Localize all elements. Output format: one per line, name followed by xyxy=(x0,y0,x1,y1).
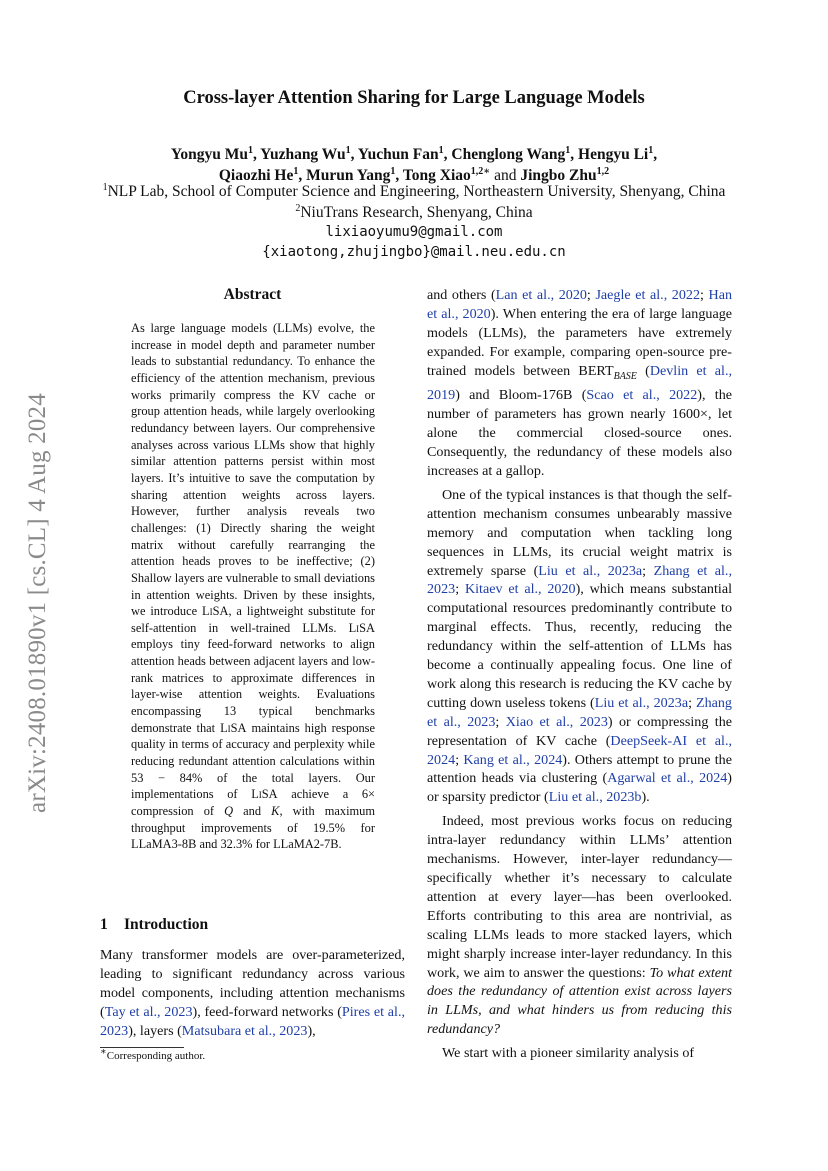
citation[interactable]: Han et al., 2020 xyxy=(427,287,732,322)
paragraph: We start with a pioneer similarity analysis of xyxy=(442,1045,695,1062)
citation[interactable]: Pires et al., 2023 xyxy=(100,1003,406,1039)
citation[interactable]: Jaegle et al., 2022 xyxy=(595,287,700,303)
citation[interactable]: DeepSeek-AI et al., 2024 xyxy=(427,732,732,768)
citation[interactable]: Liu et al., 2023a xyxy=(594,694,689,711)
arxiv-identifier: arXiv:2408.01890v1 [cs.CL] 4 Aug 2024 xyxy=(24,393,51,813)
citation[interactable]: Liu et al., 2023a xyxy=(538,562,643,579)
citation[interactable]: Matsubara et al., 2023 xyxy=(181,1022,308,1039)
paragraph: One of the typical instances is that though the self-attention mechanism consumes unbearably massive memory and computation when tackling long sequences in LLMs, its crucial weight matrix is extremely sparse (Liu et al., 2023a; Zhang et al., 2023; Kitaev et al., 2020), which means substantial computational resources predominantly contribute to marginal effects. Thus, recently, reducing the redundancy within the self-attention of LLMs has become a continually appealing focus. One line of work along this research is reducing the KV cache by cutting down useless tokens (Liu et al., 2023a; Zhang et al., 2023; Xiao et al., 2023) or compressing the representation of KV cache (DeepSeek-AI et al., 2024; Kang et al., 2024). Others attempt to prune the attention heads via clustering (Agarwal et al., 2024) or sparsity predictor (Liu et al., 2023b). xyxy=(427,486,733,806)
section-heading-introduction: 1 Introduction xyxy=(100,916,209,933)
citation[interactable]: Zhang et al., 2023 xyxy=(427,694,732,730)
citation[interactable]: Tay et al., 2023 xyxy=(104,1003,193,1020)
introduction-paragraph: Many transformer models are over-parameterized, leading to significant redundancy across various model components, including attention mechanisms (Tay et al., 2023), feed-forward networks (Pires et al., 2023), layers (Matsubara et al., 2023), xyxy=(100,947,406,1039)
citation[interactable]: Liu et al., 2023b xyxy=(548,789,642,806)
footnote-rule xyxy=(100,1047,184,1048)
citation[interactable]: Agarwal et al., 2024 xyxy=(607,770,728,787)
citation[interactable]: Kitaev et al., 2020 xyxy=(464,581,576,598)
author-list: Yongyu Mu$^1$, Yuzhang Wu$^1$, Yuchun Fan$^1$, Chenglong Wang$^1$, Hengyu Li$^1$, Qiaozhi He$^1$, Murun Yang$^1$, Tong Xiao$^{1,2∗}$ and Jingbo Zhu$^{1,2}$ xyxy=(170,144,658,184)
citation[interactable]: Xiao et al., 2023 xyxy=(505,713,608,730)
paragraph: Indeed, most previous works focus on reducing intra-layer redundancy within LLMs’ attention mechanisms. However, inter-layer redundancy—specifically whether it’s necessary to calculate attention at every layer—has been overlooked. Efforts contributing to this area are nontrivial, as scaling LLMs leads to more stacked layers, which might sharply increase inter-layer redundancy. In this work, we aim to answer the questions: To what extent does the redundancy of attention exist across layers in LLMs, and what hinders us from reducing this redundancy? xyxy=(427,813,732,1038)
citation[interactable]: Lan et al., 2020 xyxy=(495,287,587,303)
footnote: ∗Corresponding author. xyxy=(100,1046,206,1062)
author-emails xyxy=(0,222,828,262)
abstract-body: As large language models (LLMs) evolve, the increase in model depth and parameter number leads to substantial redundancy. To enhance the efficiency of the attention mechanism, previous works primarily compress the KV cache or group attention heads, while largely overlooking redundancy between layers. Our comprehensive analyses across various LLMs show that highly similar attention patterns persist within most layers. It’s intuitive to save the computation by sharing attention weights across layers. However, further analysis reveals two challenges: (1) Directly sharing the weight matrix without carefully rearranging the attention heads proves to be ineffective; (2) Shallow layers are vulnerable to small deviations in attention weights. Driven by these insights, we introduce LiSA, a lightweight substitute for self-attention in well-trained LLMs. LiSA employs tiny feed-forward networks to align attention heads between adjacent layers and low-rank matrices to approximate differences in layer-wise attention weights. Evaluations encompassing 13 typical benchmarks demonstrate that LiSA maintains high response quality in terms of accuracy and perplexity while reducing redundant attention calculations within 53 − 84% of the total layers. Our implementations of LiSA achieve a 6× compression of Q and K, with maximum throughput improvements of 19.5% for LLaMA3-8B and 32.3% for LLaMA2-7B. xyxy=(131,321,376,852)
abstract-heading: Abstract xyxy=(223,286,282,303)
affiliations: $^1$NLP Lab, School of Computer Science and Engineering, Northeastern University, Shenyang, China $^2$NiuTrans Research, Shenyang, China xyxy=(102,181,726,221)
right-column xyxy=(427,286,732,1063)
citation[interactable]: Scao et al., 2022 xyxy=(586,387,698,404)
citation[interactable]: Kang et al., 2024 xyxy=(463,751,563,768)
email-2: {xiaotong,zhujingbo}@mail.neu.edu.cn xyxy=(262,244,566,260)
citation[interactable]: Zhang et al., 2023 xyxy=(427,562,732,598)
paragraph: and others (Lan et al., 2020; Jaegle et al., 2022; Han et al., 2020). When entering the era of large language models (LLMs), the parameters have extremely expanded. For example, comparing open-source pre-trained models between $BERT_{BASE}$ (Devlin et al., 2019) and Bloom-176B (Scao et al., 2022), the number of parameters has grown nearly 1600×, let alone the commercial closed-source ones. Consequently, the redundancy of these models also increases at a gallop. xyxy=(427,287,732,479)
citation[interactable]: Devlin et al., 2019 xyxy=(427,362,732,404)
paper-title: Cross-layer Attention Sharing for Large Language Models xyxy=(183,88,645,108)
email-1: lixiaoyumu9@gmail.com xyxy=(325,224,503,240)
